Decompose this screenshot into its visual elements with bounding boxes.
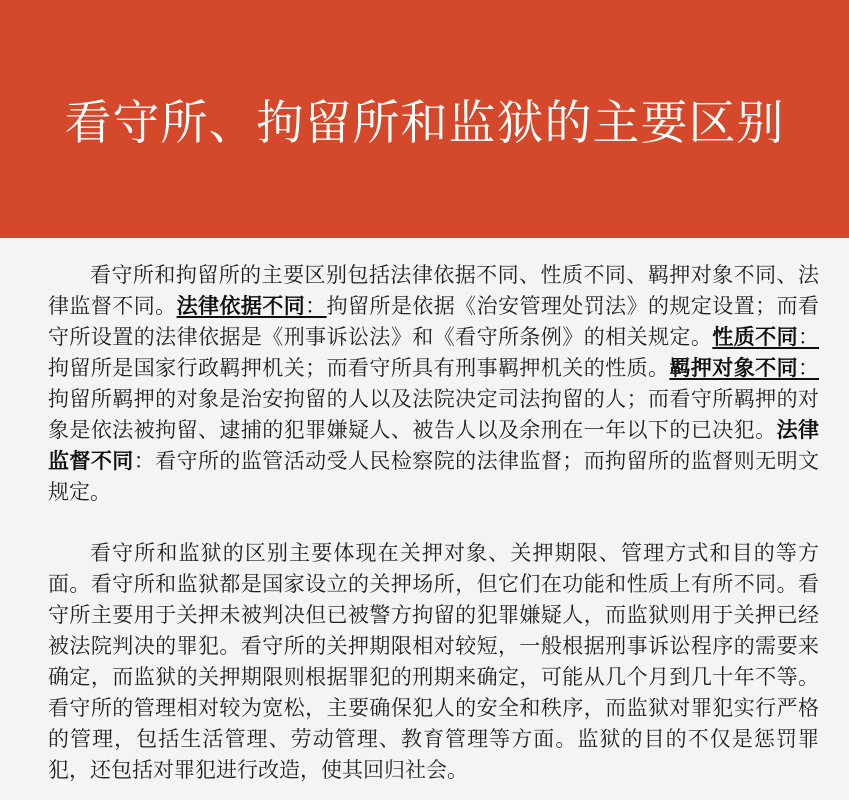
page-title: 看守所、拘留所和监狱的主要区别 (64, 95, 785, 151)
detainee-text: 拘留所羁押的对象是治安拘留的人以及法院决定司法拘留的人；而看守所羁押的对象是依法被拘留、逮捕的犯罪嫌疑人、被告人以及余刑在一年以下的已决犯。 (48, 387, 819, 442)
paragraph1-intro: 看守所和拘留所的主要区别包括法律依据不同、性质不同、羁押对象不同、法律监督不同。 (48, 263, 819, 318)
nature-text: 拘留所是国家行政羁押机关；而看守所具有刑事羁押机关的性质。 (48, 356, 670, 380)
paragraph-jail-vs-detention (48, 260, 819, 508)
supervision-text: ：看守所的监管活动受人民检察院的法律监督；而拘留所的监督则无明文规定。 (48, 449, 820, 504)
nature-label: 性质不同： (712, 325, 820, 349)
article-body (0, 238, 849, 786)
paragraph-jail-vs-prison: 看守所和监狱的区别主要体现在关押对象、关押期限、管理方式和目的等方面。看守所和监狱都是国家设立的关押场所，但它们在功能和性质上有所不同。看守所主要用于关押未被判决但已被警方拘留的犯罪嫌疑人，而监狱则用于关押已经被法院判决的罪犯。看守所的关押期限相对较短，一般根据刑事诉讼程序的需要来确定，而监狱的关押期限则根据罪犯的刑期来确定，可能从几个月到几十年不等。看守所的管理相对较为宽松，主要确保犯人的安全和秩序，而监狱对罪犯实行严格的管理，包括生活管理、劳动管理、教育管理等方面。监狱的目的不仅是惩罚罪犯，还包括对罪犯进行改造，使其回归社会。 (48, 541, 819, 782)
supervision-label: 法律监督不同 (48, 418, 820, 473)
legal-basis-label: 法律依据不同： (176, 294, 327, 318)
detainee-label: 羁押对象不同： (669, 356, 820, 380)
legal-basis-text: 拘留所是依据《治安管理处罚法》的规定设置；而看守所设置的法律依据是《刑事诉讼法》和《看守所条例》的相关规定。 (48, 294, 820, 349)
title-banner (0, 0, 849, 238)
